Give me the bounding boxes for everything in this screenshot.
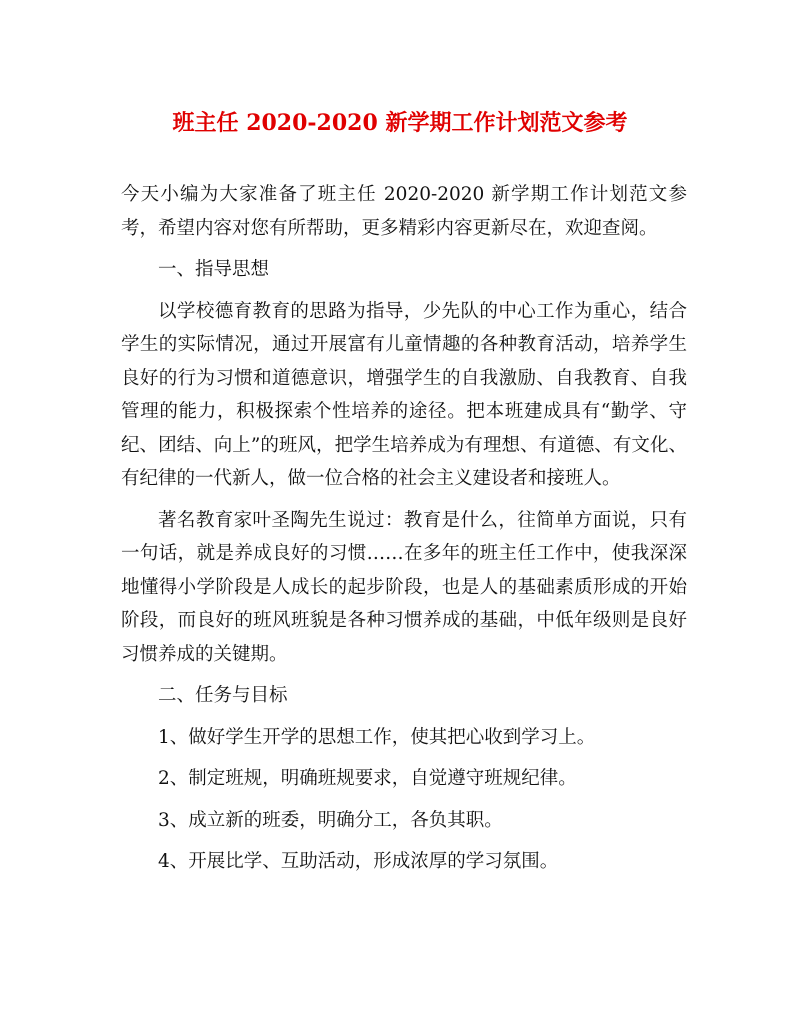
- list-item: 2、制定班规，明确班规要求，自觉遵守班规纪律。: [158, 768, 577, 789]
- paragraph-guiding-thought: 以学校德育教育的思路为指导，少先队的中心工作为重心，结合学生的实际情况，通过开展富有儿童情趣的各种教育活动，培养学生良好的行为习惯和道德意识，增强学生的自我激励、自我教育、自我管理的能力，积极探索个性培养的途径。把本班建成具有“勤学、守纪、团结、向上”的班风，把学生培养成为有理想、有道德、有文化、有纪律的一代新人，做一位合格的社会主义建设者和接班人。: [121, 300, 687, 489]
- intro-paragraph: 今天小编为大家准备了班主任 2020-2020 新学期工作计划范文参考，希望内容对您有所帮助，更多精彩内容更新尽在，欢迎查阅。: [121, 184, 687, 239]
- document-title: 班主任 2020-2020 新学期工作计划范文参考: [172, 110, 628, 136]
- document-body: [121, 178, 687, 879]
- list-item: 4、开展比学、互助活动，形成浓厚的学习氛围。: [158, 851, 559, 872]
- list-item: 3、成立新的班委，明确分工，各负其职。: [158, 809, 503, 831]
- section-heading-guiding-thought: 一、指导思想: [158, 259, 270, 280]
- section-heading-tasks-goals: 二、任务与目标: [158, 685, 288, 706]
- list-item: 1、做好学生开学的思想工作，使其把心收到学习上。: [158, 726, 596, 748]
- paragraph-quote: 著名教育家叶圣陶先生说过：教育是什么，往简单方面说，只有一句话，就是养成良好的习惯……在多年的班主任工作中，使我深深地懂得小学阶段是人成长的起步阶段，也是人的基础素质形成的开始阶段，而良好的班风班貌是各种习惯养成的基础，中低年级则是良好习惯养成的关键期。: [121, 509, 687, 665]
